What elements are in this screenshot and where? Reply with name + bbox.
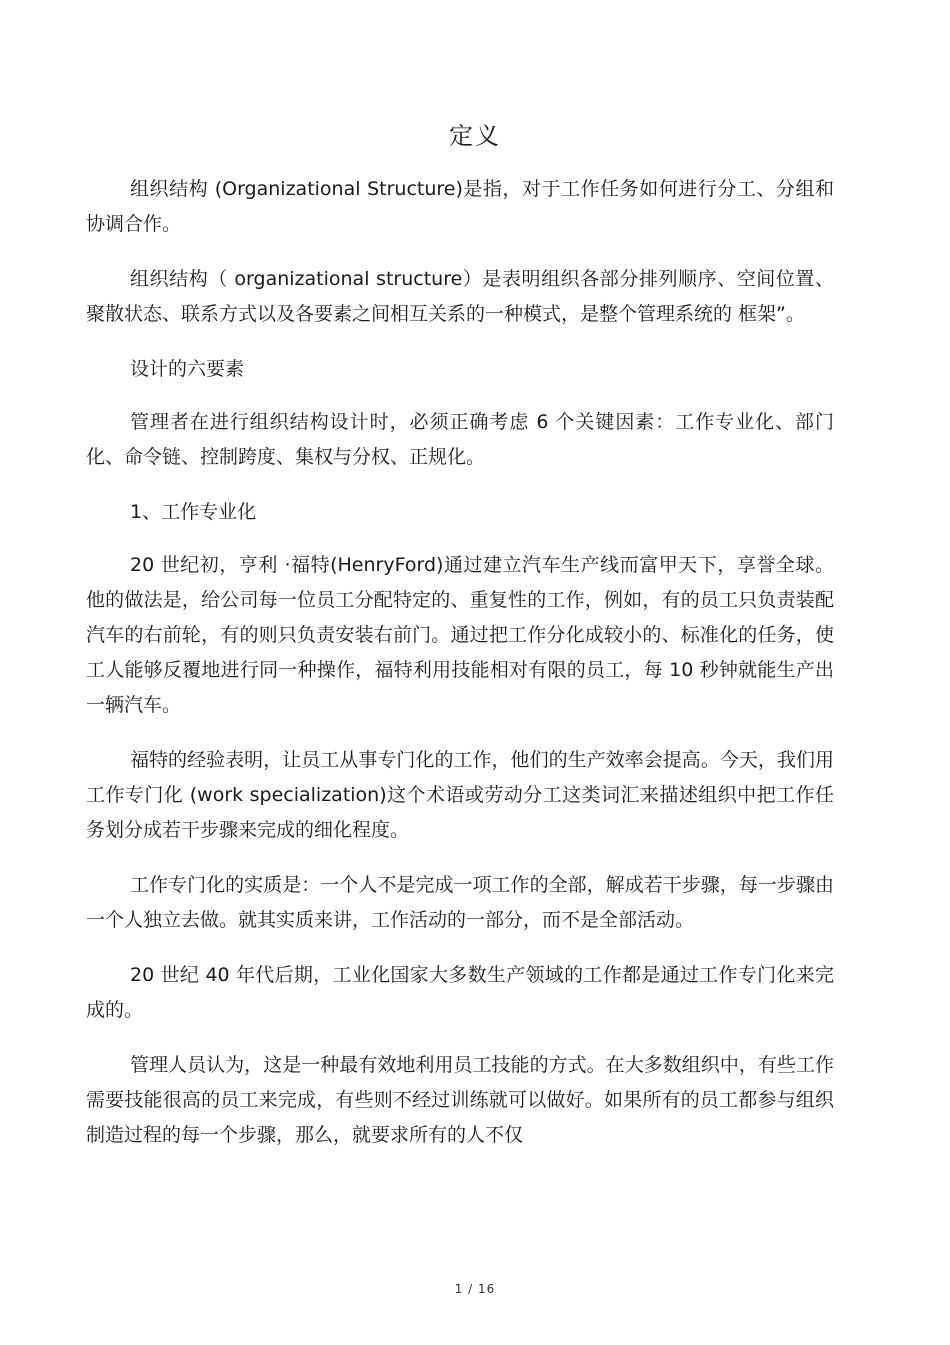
document-title: 定义 — [449, 122, 501, 150]
paragraph-managers-view: 管理人员认为，这是一种最有效地利用员工技能的方式。在大多数组织中，有些工作需要技能很高的员工来完成，有些则不经过训练就可以做好。如果所有的员工都参与组织制造过程的每一个步骤，那么，就要求所有的人不仅 — [86, 1054, 834, 1146]
document-body — [86, 172, 834, 1173]
paragraph-ford-experience: 福特的经验表明，让员工从事专门化的工作，他们的生产效率会提高。今天，我们用工作专门化 (work specialization)这个术语或劳动分工这类词汇来描述组织中把工作任务划分成若干步骤来完成的细化程度。 — [86, 749, 834, 841]
paragraph-six-elements-heading: 设计的六要素 — [130, 358, 245, 380]
paragraph-definition-2: 组织结构（ organizational structure）是表明组织各部分排列顺序、空间位置、聚散状态、联系方式以及各要素之间相互关系的一种模式，是整个管理系统的 框架”。 — [86, 268, 834, 325]
page-number: 1 / 16 — [454, 1282, 496, 1296]
paragraph-six-factors: 管理者在进行组织结构设计时，必须正确考虑 6 个关键因素：工作专业化、部门化、命令链、控制跨度、集权与分权、正规化。 — [86, 411, 834, 468]
paragraph-specialization-essence: 工作专门化的实质是：一个人不是完成一项工作的全部，解成若干步骤，每一步骤由一个人独立去做。就其实质来讲，工作活动的一部分，而不是全部活动。 — [86, 874, 834, 931]
paragraph-henry-ford: 20 世纪初，亨利 ·福特(HenryFord)通过建立汽车生产线而富甲天下，享誉全球。他的做法是，给公司每一位员工分配特定的、重复性的工作，例如，有的员工只负责装配汽车的右前轮，有的则只负责安装右前门。通过把工作分化成较小的、标准化的任务，使工人能够反覆地进行同一种操作，福特利用技能相对有限的员工，每 10 秒钟就能生产出一辆汽车。 — [86, 554, 834, 716]
paragraph-definition-1: 组织结构 (Organizational Structure)是指，对于工作任务如何进行分工、分组和协调合作。 — [86, 178, 834, 235]
paragraph-work-specialization-heading: 1、工作专业化 — [130, 501, 257, 523]
paragraph-1940s: 20 世纪 40 年代后期，工业化国家大多数生产领域的工作都是通过工作专门化来完成的。 — [86, 964, 834, 1021]
